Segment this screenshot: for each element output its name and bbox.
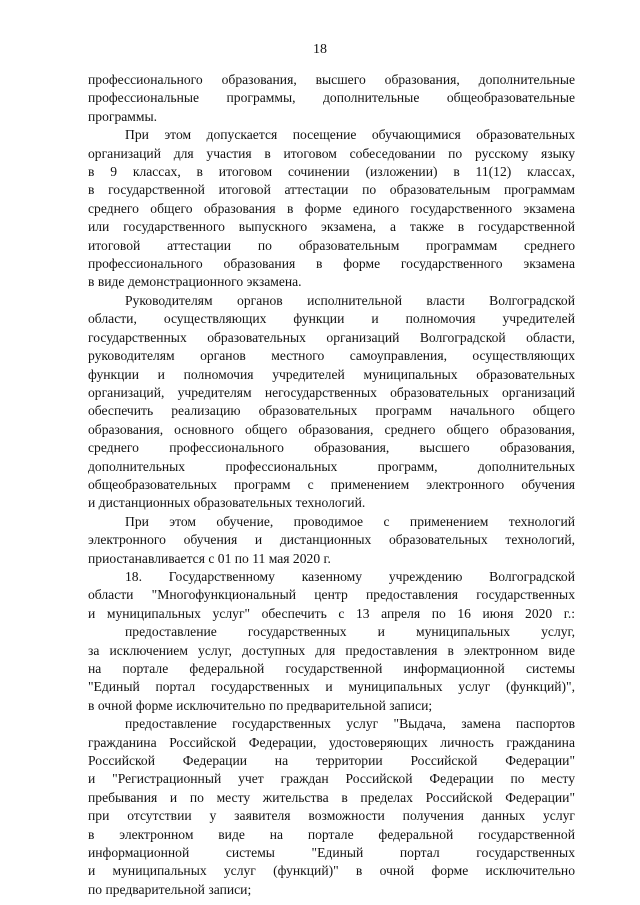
text-line: и муниципальных услуг" обеспечить с 13 апреля по 16 июня 2020 г.:	[88, 605, 575, 621]
text-line: При этом допускается посещение обучающимися образовательных	[125, 127, 575, 143]
text-line: профессиональные программы, дополнительные общеобразовательные	[88, 90, 575, 106]
text-line: 18. Государственному казенному учреждению Волгоградской	[125, 568, 575, 584]
text-line: предоставление государственных и муниципальных услуг,	[125, 624, 575, 640]
text-line: Российской Федерации на территории Российской Федерации"	[88, 753, 575, 769]
text-line: в виде демонстрационного экзамена.	[88, 274, 302, 290]
text-line: области "Многофункциональный центр предоставления государственных	[88, 587, 575, 603]
text-line: приостанавливается с 01 по 11 мая 2020 г.	[88, 550, 331, 566]
text-line: При этом обучение, проводимое с применением технологий	[125, 513, 575, 529]
text-line: в 9 классах, в итоговом сочинении (изложении) в 11(12) классах,	[88, 164, 575, 180]
text-line: за исключением услуг, доступных для предоставления в электронном виде	[88, 642, 575, 658]
body-text	[88, 71, 575, 899]
text-line: и муниципальных услуг (функций)" в очной форме исключительно	[88, 863, 575, 879]
text-line: образования, основного общего образования, среднего общего образования,	[88, 421, 575, 437]
text-line: общеобразовательных программ с применением электронного обучения	[88, 476, 575, 492]
text-line: программы.	[88, 108, 158, 124]
text-line: дополнительных профессиональных программ, дополнительных	[88, 458, 575, 474]
text-line: и "Регистрационный учет граждан Российской Федерации по месту	[88, 771, 575, 787]
text-line: обеспечить реализацию образовательных программ начального общего	[88, 403, 575, 419]
text-line: гражданина Российской Федерации, удостоверяющих личность гражданина	[88, 734, 575, 750]
text-line: среднего профессионального образования, высшего образования,	[88, 440, 575, 456]
text-line: государственных образовательных организаций Волгоградской области,	[88, 329, 575, 345]
text-line: области, осуществляющих функции и полномочия учредителей	[88, 311, 575, 327]
text-line: функции и полномочия учредителей муниципальных образовательных	[88, 366, 575, 382]
text-line: "Единый портал государственных и муниципальных услуг (функций)",	[88, 679, 575, 695]
text-line: или государственного выпускного экзамена, а также в государственной	[88, 219, 575, 235]
text-line: при отсутствии у заявителя возможности получения данных услуг	[88, 808, 575, 824]
text-line: руководителям органов местного самоуправления, осуществляющих	[88, 348, 575, 364]
text-line: среднего общего образования в форме единого государственного экзамена	[88, 200, 575, 216]
text-line: электронного обучения и дистанционных образовательных технологий,	[88, 532, 575, 548]
text-line: профессионального образования, высшего образования, дополнительные	[88, 72, 575, 87]
page-number: 18	[313, 42, 327, 57]
text-line: в электронном виде на портале федеральной государственной	[88, 826, 575, 842]
text-line: организаций для участия в итоговом собеседовании по русскому языку	[88, 145, 575, 161]
text-line: профессионального образования в форме государственного экзамена	[88, 256, 575, 272]
text-line: Руководителям органов исполнительной власти Волгоградской	[125, 292, 575, 308]
text-line: предоставление государственных услуг "Выдача, замена паспортов	[125, 716, 575, 732]
text-line: по предварительной записи;	[88, 881, 252, 897]
text-line: в государственной итоговой аттестации по образовательным программам	[88, 182, 575, 198]
text-line: итоговой аттестации по образовательным программам среднего	[88, 237, 575, 253]
text-line: информационной системы "Единый портал государственных	[88, 845, 575, 861]
text-line: на портале федеральной государственной информационной системы	[88, 661, 575, 676]
text-line: пребывания и по месту жительства в пределах Российской Федерации"	[88, 789, 575, 805]
text-line: и дистанционных образовательных технологий.	[88, 495, 366, 511]
text-line: организаций, учредителям негосударственных образовательных организаций	[88, 384, 575, 400]
text-line: в очной форме исключительно по предварительной записи;	[88, 697, 433, 713]
